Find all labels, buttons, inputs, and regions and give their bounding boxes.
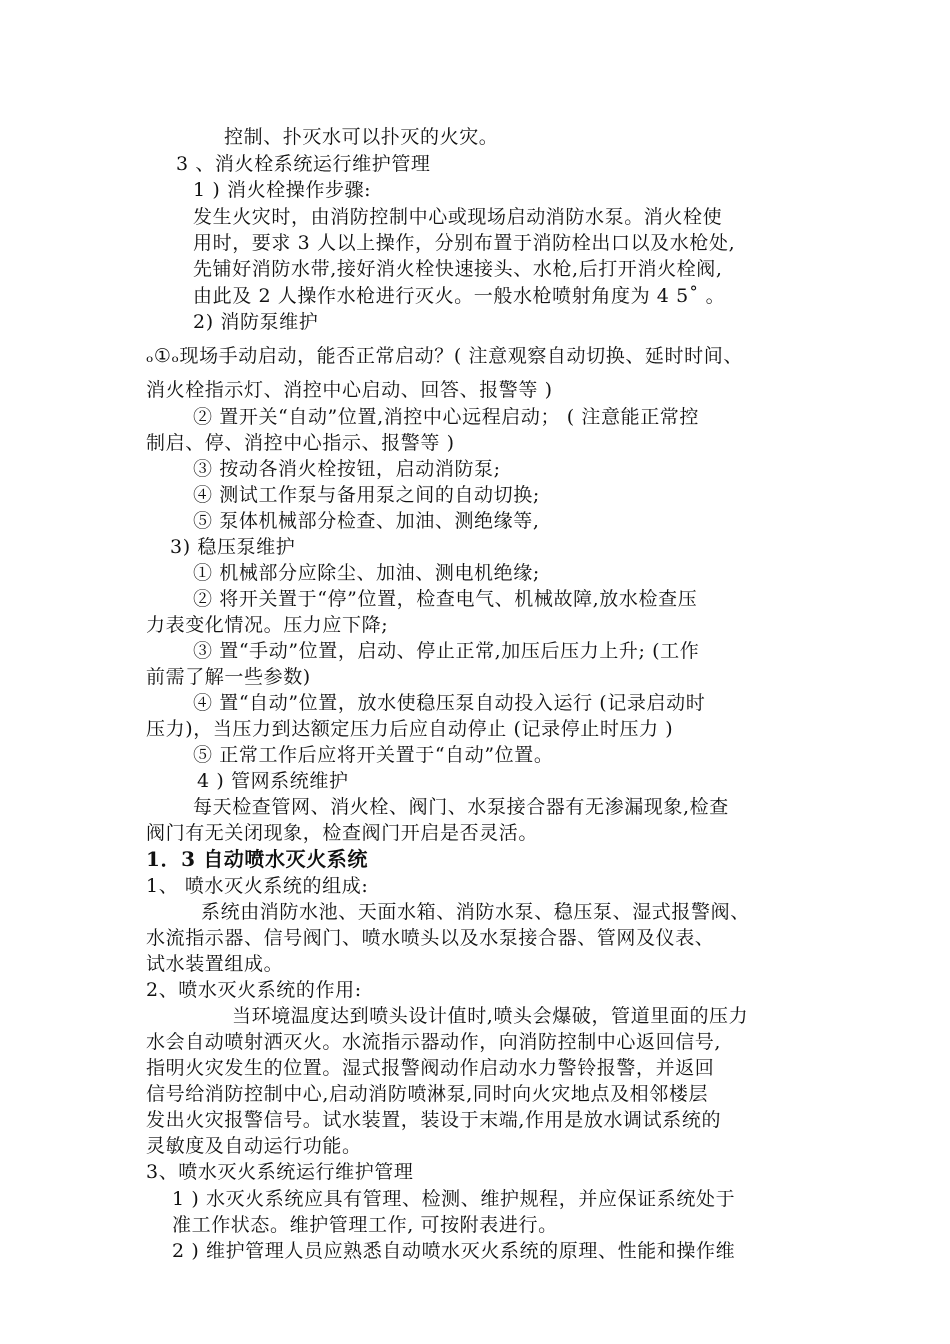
text-line: ② 置开关“自动”位置,消控中心远程启动； ( 注意能正常控 (193, 406, 699, 428)
text-line: 指明火灾发生的位置。湿式报警阀动作启动水力警铃报警，并返回 (146, 1057, 715, 1079)
text-line: 当环境温度达到喷头设计值时,喷头会爆破，管道里面的压力 (232, 1005, 749, 1027)
text-line: 制启、停、消控中心指示、报警等 ) (146, 432, 455, 454)
text-line: ₒ①ₒ现场手动启动，能否正常启动？( 注意观察自动切换、延时时间、 (146, 345, 743, 367)
text-line: 力表变化情况。压力应下降; (146, 614, 389, 636)
text-line: ④ 测试工作泵与备用泵之间的自动切换; (193, 484, 540, 506)
text-line: 由此及 2 人操作水枪进行灭火。一般水枪喷射角度为 4 5˚ 。 (193, 285, 726, 307)
text-line: 准工作状态。维护管理工作, 可按附表进行。 (172, 1214, 558, 1236)
text-line: ⑤ 正常工作后应将开关置于“自动”位置。 (193, 744, 554, 766)
text-line: 发生火灾时，由消防控制中心或现场启动消防水泵。消火栓使 (193, 206, 723, 228)
text-line: 控制、扑灭水可以扑灭的火灾。 (224, 126, 499, 148)
subsection-heading: 4 ) 管网系统维护 (197, 770, 349, 792)
section-heading: 3、喷水灭火系统运行维护管理 (146, 1161, 414, 1183)
text-line: ③ 按动各消火栓按钮，启动消防泵; (193, 458, 501, 480)
text-line: 2 ) 维护管理人员应熟悉自动喷水灭火系统的原理、性能和操作维 (172, 1240, 736, 1262)
subsection-heading: 3) 稳压泵维护 (170, 536, 296, 558)
text-line: 水会自动喷射洒灭火。水流指示器动作，向消防控制中心返回信号, (146, 1031, 722, 1053)
section-heading: 1、 喷水灭火系统的组成: (146, 875, 369, 897)
text-line: 系统由消防水池、天面水箱、消防水泵、稳压泵、湿式报警阀、 (201, 901, 750, 923)
text-line: 每天检查管网、消火栓、阀门、水泵接合器有无渗漏现象,检查 (193, 796, 729, 818)
text-line: ② 将开关置于“停”位置，检查电气、机械故障,放水检查压 (193, 588, 698, 610)
chapter-heading: 1．3 自动喷水灭火系统 (146, 847, 368, 871)
text-line: 试水装置组成。 (146, 953, 284, 975)
text-line: ③ 置“手动”位置，启动、停止正常,加压后压力上升; (工作 (193, 640, 700, 662)
subsection-heading: 1 ) 消火栓操作步骤: (193, 179, 372, 201)
text-line: 1 ) 水灭火系统应具有管理、检测、维护规程，并应保证系统处于 (172, 1188, 736, 1210)
text-line: 灵敏度及自动运行功能。 (146, 1135, 362, 1157)
text-line: 消火栓指示灯、消控中心启动、回答、报警等 ) (146, 379, 553, 401)
text-line: 前需了解一些参数) (146, 666, 311, 688)
subsection-heading: 2) 消防泵维护 (193, 311, 319, 333)
text-line: 水流指示器、信号阀门、喷水喷头以及水泵接合器、管网及仪表、 (146, 927, 715, 949)
text-line: 发出火灾报警信号。试水装置，装设于末端,作用是放水调试系统的 (146, 1109, 722, 1131)
text-line: ⑤ 泵体机械部分检查、加油、测绝缘等, (193, 510, 540, 532)
text-line: 用时，要求 3 人以上操作，分别布置于消防栓出口以及水枪处, (193, 232, 736, 254)
section-heading: 2、喷水灭火系统的作用: (146, 979, 362, 1001)
text-line: 先铺好消防水带,接好消火栓快速接头、水枪,后打开消火栓阀, (193, 258, 723, 280)
text-line: ④ 置“自动”位置，放水使稳压泵自动投入运行 (记录启动时 (193, 692, 706, 714)
text-line: 阀门有无关闭现象，检查阀门开启是否灵活。 (146, 822, 539, 844)
text-line: ① 机械部分应除尘、加油、测电机绝缘; (193, 562, 540, 584)
text-line: 压力)，当压力到达额定压力后应自动停止 (记录停止时压力 ) (146, 718, 674, 740)
section-heading: 3 、消火栓系统运行维护管理 (176, 153, 431, 175)
text-line: 信号给消防控制中心,启动消防喷淋泵,同时向火灾地点及相邻楼层 (146, 1083, 709, 1105)
